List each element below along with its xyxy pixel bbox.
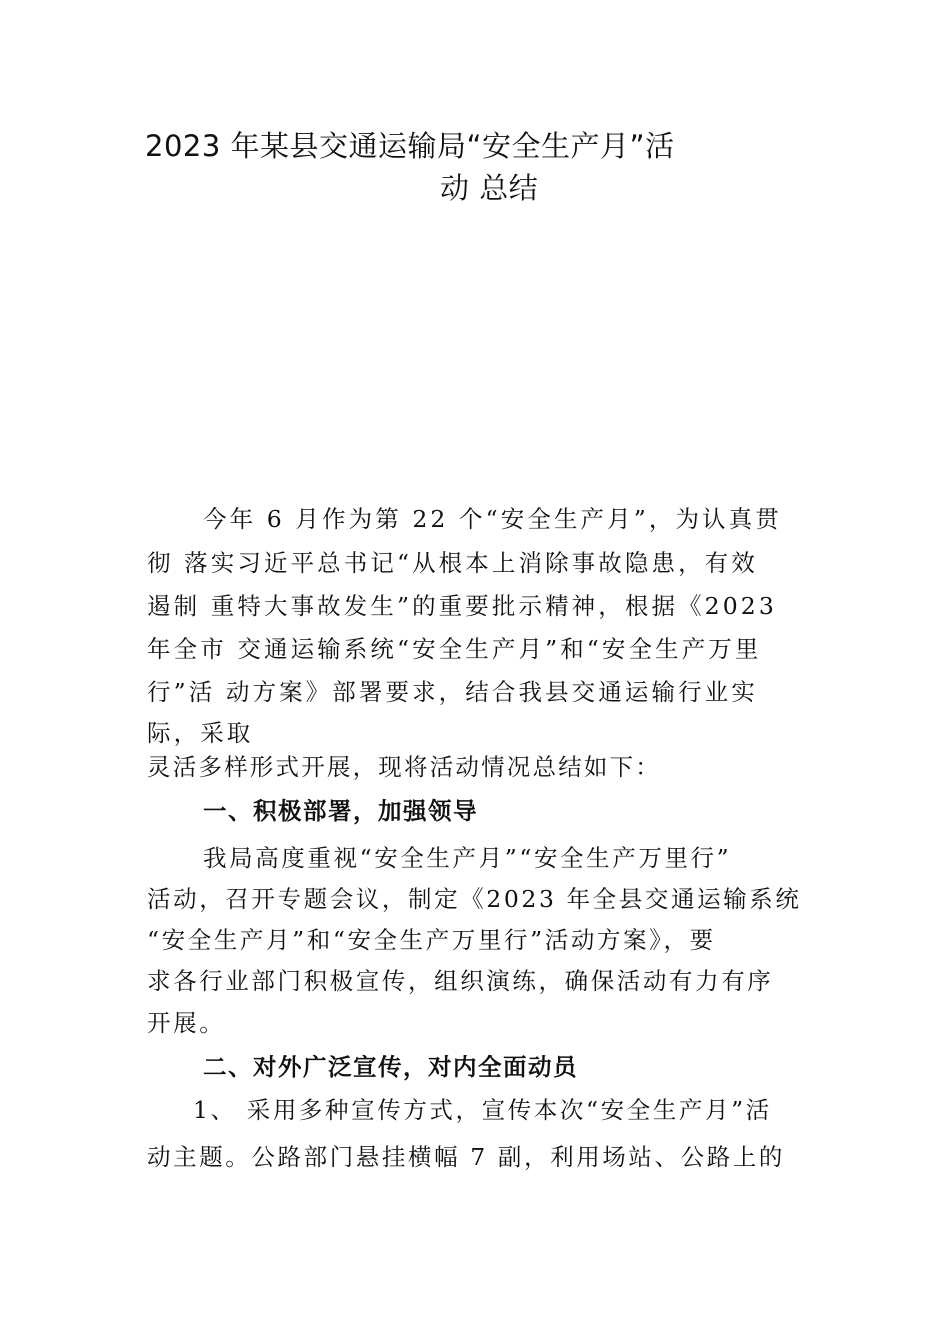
intro-line: 行”活 动方案》部署要求，结合我县交通运输行业实: [147, 678, 758, 706]
document-title-line-2: 动 总结: [440, 171, 539, 205]
section-2-line: 动主题。公路部门悬挂横幅 7 副，利用场站、公路上的: [147, 1143, 785, 1171]
section-1-line: 求各行业部门积极宣传，组织演练，确保活动有力有序: [147, 967, 774, 995]
intro-line: 彻 落实习近平总书记“从根本上消除事故隐患，有效: [147, 549, 758, 577]
intro-line: 遏制 重特大事故发生”的重要批示精神，根据《2023: [147, 592, 777, 620]
section-1-line: 开展。: [147, 1009, 226, 1037]
intro-line: 灵活多样形式开展，现将活动情况总结如下：: [147, 753, 661, 781]
document-title-line-1: 2023 年某县交通运输局“安全生产月”活: [145, 129, 675, 163]
section-2-line: 1、 采用多种宣传方式，宣传本次“安全生产月”活: [193, 1096, 772, 1124]
section-1-heading: 一、积极部署，加强领导: [203, 797, 478, 825]
intro-line: 际，采取: [147, 719, 254, 747]
intro-line: 今年 6 月作为第 22 个“安全生产月”，为认真贯: [203, 505, 782, 533]
intro-line: 年全市 交通运输系统“安全生产月”和“安全生产万里: [147, 635, 762, 663]
section-1-line: “安全生产月”和“安全生产万里行”活动方案》，要: [147, 926, 716, 954]
section-2-heading: 二、对外广泛宣传，对内全面动员: [203, 1053, 578, 1081]
section-1-line: 活动，召开专题会议，制定《2023 年全县交通运输系统: [147, 885, 802, 913]
section-1-line: 我局高度重视“安全生产月”“安全生产万里行”: [203, 844, 732, 872]
